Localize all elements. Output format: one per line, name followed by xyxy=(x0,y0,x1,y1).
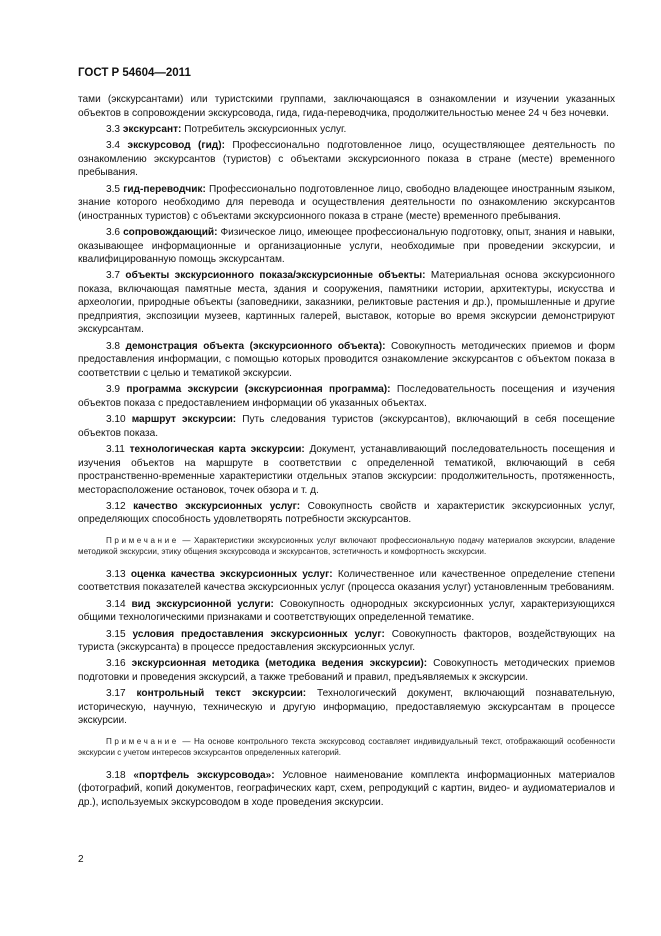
term-number: 3.11 xyxy=(106,444,125,456)
terms-list xyxy=(78,123,615,809)
term-name: маршрут экскурсии: xyxy=(131,414,237,426)
term-name: «портфель экскурсовода»: xyxy=(133,769,275,781)
term-definition xyxy=(78,183,615,224)
term-definition xyxy=(78,769,615,810)
term-number: 3.4 xyxy=(106,140,121,152)
term-name: гид-переводчик: xyxy=(123,183,206,195)
term-name: программа экскурсии (экскурсионная программа): xyxy=(126,384,391,396)
term-text: Совокупность факторов, воздействующих на туриста (экскурсанта) в процессе предоставления экскурсионных услуг. xyxy=(78,628,615,653)
term-text: Профессионально подготовленное лицо, осуществляющее деятельность по ознакомлению экскурсантов (туристов) с объектами экскурсионного показа в стране (месте) временного пребывания. xyxy=(78,140,615,179)
term-text: Совокупность методических приемов и форм предоставления информации, с помощью которых проводится ознакомление экскурсантов с объектом показа в соответствии с целью и тематикой экскурсии. xyxy=(78,340,616,379)
term-name: вид экскурсионной услуги: xyxy=(131,598,274,610)
term-number: 3.7 xyxy=(106,270,121,282)
term-text: Потребитель экскурсионных услуг. xyxy=(184,123,347,135)
term-number: 3.9 xyxy=(106,384,121,396)
term-definition xyxy=(78,340,615,381)
term-definition xyxy=(78,628,615,655)
term-number: 3.14 xyxy=(106,598,126,610)
term-definition xyxy=(78,269,615,337)
term-definition xyxy=(78,598,615,625)
term-name: условия предоставления экскурсионных услуг: xyxy=(132,628,385,640)
term-number: 3.18 xyxy=(106,769,126,781)
term-number: 3.10 xyxy=(106,414,126,426)
term-definition xyxy=(78,568,615,595)
note xyxy=(78,535,615,558)
term-number: 3.3 xyxy=(106,123,121,135)
note xyxy=(78,736,615,759)
term-name: демонстрация объекта (экскурсионного объекта): xyxy=(125,340,386,352)
note-label: Примечание xyxy=(106,535,179,545)
note-text: — На основе контрольного текста экскурсовод составляет индивидуальный текст, отображающий особенности экскурсии с учетом интересов экскурсантов определенных категорий. xyxy=(78,736,615,758)
intro-paragraph: тами (экскурсантами) или туристскими группами, заключающаяся в ознакомлении и изучении указанных объектов в сопровождении экскурсовода, гида, гида-переводчика, продолжительностью менее 24 ч без ночевки. xyxy=(78,94,615,119)
term-text: Документ, устанавливающий последовательность посещения и изучения объектов на маршруте в соответствии с определенной тематикой, включающий в себя пространственно-временные характеристики отдельных этапов экскурсии: продолжительность, протяженность, месторасположение остановок, точек обзора и т. д. xyxy=(78,444,616,496)
term-number: 3.8 xyxy=(106,340,121,352)
term-definition xyxy=(78,123,615,137)
term-name: сопровождающий: xyxy=(123,227,218,239)
term-text: Технологический документ, включающий познавательную, историческую, научную, техническую и другую информацию, предоставляемую экскурсантам в процессе экскурсии. xyxy=(78,688,615,727)
term-definition xyxy=(78,413,615,440)
term-number: 3.17 xyxy=(106,688,126,700)
term-text: Профессионально подготовленное лицо, свободно владеющее иностранным языком, знание которого необходимо для перевода и осуществления деятельности по ознакомлению экскурсантов (иностранных туристов) с объектами экскурсионного показа в стране (месте) временного пребывания. xyxy=(78,183,615,222)
term-definition xyxy=(78,139,615,180)
term-name: технологическая карта экскурсии: xyxy=(129,444,305,456)
document-header: ГОСТ Р 54604—2011 xyxy=(78,67,191,79)
term-definition xyxy=(78,500,615,527)
term-number: 3.6 xyxy=(106,227,121,239)
term-definition xyxy=(78,687,615,728)
term-definition xyxy=(78,443,615,497)
term-text: Условное наименование комплекта информационных материалов (фотографий, копий документов, географических карт, схем, репродукций с картин, видео- и аудиоматериалов и др.), используемых экскурсоводом в ходе проведения экскурсии. xyxy=(78,769,615,808)
term-name: качество экскурсионных услуг: xyxy=(133,500,301,512)
term-text: Физическое лицо, имеющее профессиональную подготовку, опыт, знания и навыки, оказывающее информационные и организационные услуги, необходимые при проведении экскурсии, и квалифицированную помощь экскурсантам. xyxy=(78,227,615,266)
term-number: 3.15 xyxy=(106,628,126,640)
note-label: Примечание xyxy=(106,736,179,746)
term-name: оценка качества экскурсионных услуг: xyxy=(130,568,333,580)
term-name: экскурсант: xyxy=(122,123,182,135)
term-text: Совокупность однородных экскурсионных услуг, характеризующихся общими технологическими признаками и соответствующих определенной тематике. xyxy=(78,598,615,624)
term-name: контрольный текст экскурсии: xyxy=(136,688,307,700)
term-text: Последовательность посещения и изучения объектов показа с предоставлением информации об указанных объектах. xyxy=(78,384,615,409)
note-text: — Характеристики экскурсионных услуг включают профессиональную подачу материалов экскурсии, владение методикой экскурсии, этику общения экскурсовода и экскурсантов, эстетичность и комфортность экскурсии. xyxy=(78,535,615,557)
term-name: объекты экскурсионного показа/экскурсионные объекты: xyxy=(125,270,426,282)
document-body xyxy=(78,93,615,812)
term-name: экскурсовод (гид): xyxy=(127,140,225,152)
term-text: Путь следования туристов (экскурсантов), включающий в себя посещение объектов показа. xyxy=(78,414,615,439)
term-number: 3.12 xyxy=(106,500,126,512)
term-text: Количественное или качественное определение степени соответствия показателей качества экскурсионных услуг (процесса оказания услуг) установленным требованиям. xyxy=(78,568,615,594)
term-text: Материальная основа экскурсионного показа, включающая памятные места, здания и сооружения, памятники истории, архитектуры, искусства и археологии, природные объекты (заповедники, заказники, реликтовые растения и др.), промышленные и другие предприятия, экспозиции музеев, картинных галерей, выставок, которые во время экскурсии демонстрируют экскурсантам. xyxy=(78,270,616,336)
term-text: Совокупность методических приемов подготовки и проведения экскурсий, а также требований и правил, предъявляемых к экскурсии. xyxy=(78,658,616,683)
term-name: экскурсионная методика (методика ведения экскурсии): xyxy=(131,658,428,670)
term-text: Совокупность свойств и характеристик экскурсионных услуг, определяющих способность удовлетворять потребности экскурсантов. xyxy=(78,500,616,526)
term-number: 3.13 xyxy=(106,568,126,580)
term-definition xyxy=(78,383,615,410)
page-number: 2 xyxy=(78,854,84,865)
term-number: 3.5 xyxy=(106,183,121,195)
term-definition xyxy=(78,226,615,267)
term-definition xyxy=(78,657,615,684)
term-number: 3.16 xyxy=(106,658,126,670)
